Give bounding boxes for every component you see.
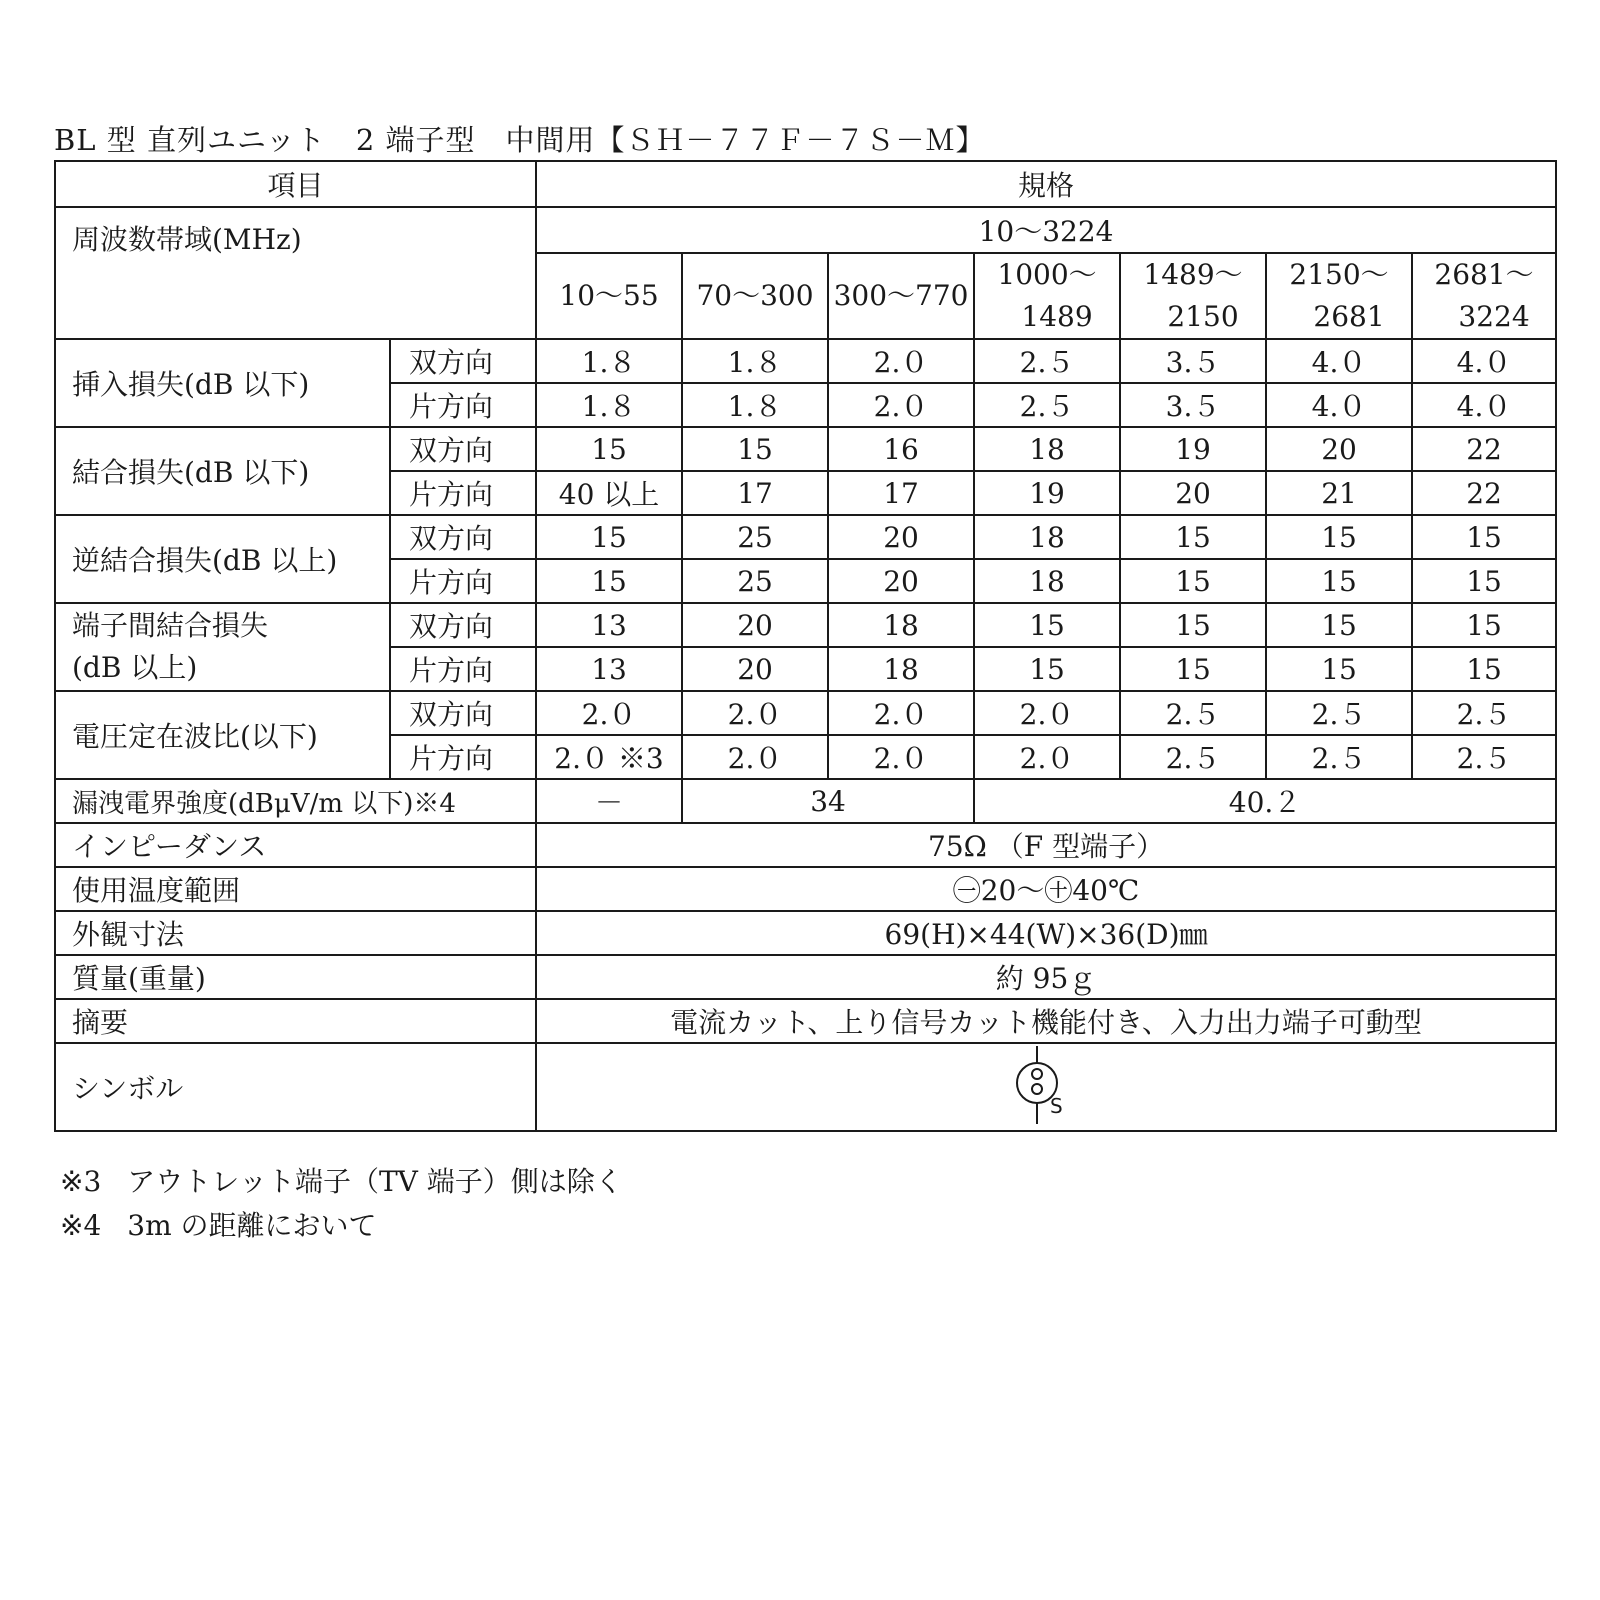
value-cell: 4.０ <box>1412 339 1556 383</box>
group-label <box>55 603 390 691</box>
group-label-text: 挿入損失(dB 以下) <box>72 368 310 401</box>
value-cell: 20 <box>828 515 974 559</box>
temperature-row <box>55 867 1556 911</box>
band-line-1: 300～770 <box>833 279 969 312</box>
value-cell: 4.０ <box>1266 383 1412 427</box>
dimensions-label: 外観寸法 <box>55 911 536 955</box>
value-cell: 40 以上 <box>536 471 682 515</box>
summary-label: 摘要 <box>55 999 536 1043</box>
group-label-text: 逆結合損失(dB 以上) <box>72 544 338 577</box>
frequency-band-cell <box>536 253 682 339</box>
value-cell: 15 <box>1412 559 1556 603</box>
value-cell: 15 <box>1120 559 1266 603</box>
group-label <box>55 339 390 427</box>
direction-cell: 片方向 <box>390 471 536 515</box>
spec-table <box>54 160 1557 1132</box>
spec-row <box>55 339 1556 383</box>
value-cell: 18 <box>828 647 974 691</box>
value-cell: 19 <box>1120 427 1266 471</box>
value-cell: 18 <box>974 515 1120 559</box>
impedance-row <box>55 823 1556 867</box>
mass-value: 約 95ｇ <box>536 955 1556 999</box>
leakage-value-3: 40.２ <box>974 779 1556 823</box>
value-cell: 15 <box>1412 603 1556 647</box>
frequency-band-cell <box>1120 253 1266 339</box>
value-cell: 2.０ <box>828 691 974 735</box>
leakage-value-1: － <box>536 779 682 823</box>
series-unit-symbol-icon <box>1016 1044 1076 1130</box>
value-cell: 3.５ <box>1120 383 1266 427</box>
value-cell: 15 <box>1266 559 1412 603</box>
group-label-text: 電圧定在波比(以下) <box>72 720 318 753</box>
value-cell: 2.０ <box>536 691 682 735</box>
value-cell: 18 <box>974 427 1120 471</box>
value-cell: 13 <box>536 647 682 691</box>
value-cell: 2.０ <box>682 735 828 779</box>
band-line-1: 2681～ <box>1434 258 1534 291</box>
frequency-overall: 10～3224 <box>536 207 1556 253</box>
value-cell: 4.０ <box>1266 339 1412 383</box>
summary-row <box>55 999 1556 1043</box>
value-cell: 25 <box>682 559 828 603</box>
frequency-band-cell <box>828 253 974 339</box>
value-cell: 2.５ <box>1412 735 1556 779</box>
value-cell: 1.８ <box>682 339 828 383</box>
value-cell: 2.０ <box>682 691 828 735</box>
value-cell: 15 <box>1120 515 1266 559</box>
group-label-text: 結合損失(dB 以下) <box>72 456 310 489</box>
footnote-4 <box>60 1204 1260 1248</box>
frequency-label: 周波数帯域(MHz) <box>55 207 536 339</box>
value-cell: 15 <box>536 559 682 603</box>
value-cell: 2.５ <box>1266 735 1412 779</box>
value-cell: 15 <box>974 647 1120 691</box>
band-line-2: 3224 <box>1458 300 1530 333</box>
group-label <box>55 515 390 603</box>
group-label-text-2: (dB 以上) <box>72 651 198 684</box>
group-label <box>55 427 390 515</box>
direction-cell: 片方向 <box>390 647 536 691</box>
mass-label: 質量(重量) <box>55 955 536 999</box>
footnote-text: アウトレット端子（TV 端子）側は除く <box>127 1165 623 1198</box>
direction-cell: 片方向 <box>390 735 536 779</box>
value-cell: 2.５ <box>1266 691 1412 735</box>
symbol-row <box>55 1043 1556 1131</box>
value-cell: 13 <box>536 603 682 647</box>
band-line-1: 1489～ <box>1143 258 1243 291</box>
value-cell: 2.５ <box>1120 735 1266 779</box>
footnotes <box>60 1160 1260 1248</box>
value-cell: 2.５ <box>974 339 1120 383</box>
value-cell: 2.５ <box>974 383 1120 427</box>
value-cell: 15 <box>974 603 1120 647</box>
value-cell: 19 <box>974 471 1120 515</box>
leakage-label: 漏洩電界強度(dBμV/m 以下)※4 <box>55 779 536 823</box>
impedance-label: インピーダンス <box>55 823 536 867</box>
value-cell: 22 <box>1412 427 1556 471</box>
value-cell: 18 <box>974 559 1120 603</box>
band-line-2: 1489 <box>1021 300 1093 333</box>
summary-value: 電流カット、上り信号カット機能付き、入力出力端子可動型 <box>536 999 1556 1043</box>
value-cell: 22 <box>1412 471 1556 515</box>
direction-cell: 双方向 <box>390 339 536 383</box>
spec-row <box>55 515 1556 559</box>
value-cell: 2.５ <box>1412 691 1556 735</box>
value-cell: 4.０ <box>1412 383 1556 427</box>
group-label-text: 端子間結合損失 <box>72 609 269 642</box>
frequency-band-cell <box>682 253 828 339</box>
footnote-3 <box>60 1160 1260 1204</box>
value-cell: 15 <box>536 427 682 471</box>
direction-cell: 双方向 <box>390 427 536 471</box>
spec-row <box>55 691 1556 735</box>
symbol-label: シンボル <box>55 1043 536 1131</box>
symbol-letter: S <box>1050 1094 1063 1118</box>
value-cell: 15 <box>1266 647 1412 691</box>
value-cell: 16 <box>828 427 974 471</box>
value-cell: 2.０ <box>974 735 1120 779</box>
value-cell: 21 <box>1266 471 1412 515</box>
value-cell: 1.８ <box>536 383 682 427</box>
value-cell: 15 <box>1266 515 1412 559</box>
value-cell: 2.０ <box>828 383 974 427</box>
impedance-value: 75Ω （F 型端子） <box>536 823 1556 867</box>
value-cell: 2.０ <box>974 691 1120 735</box>
value-cell: 18 <box>828 603 974 647</box>
leakage-row <box>55 779 1556 823</box>
value-cell: 20 <box>828 559 974 603</box>
document-title: BL 型 直列ユニット 2 端子型 中間用【ＳＨ－７７Ｆ－７Ｓ－Ｍ】 <box>54 123 986 157</box>
direction-cell: 双方向 <box>390 603 536 647</box>
value-cell: 20 <box>1120 471 1266 515</box>
temperature-value: ㊀20～㊉40℃ <box>536 867 1556 911</box>
value-cell: 25 <box>682 515 828 559</box>
footnote-mark: ※3 <box>60 1165 102 1198</box>
value-cell: 2.０ <box>828 339 974 383</box>
header-spec: 規格 <box>536 161 1556 207</box>
value-cell: 3.５ <box>1120 339 1266 383</box>
value-cell: 20 <box>1266 427 1412 471</box>
band-line-1: 10～55 <box>559 279 659 312</box>
value-cell: 15 <box>682 427 828 471</box>
leakage-value-2: 34 <box>682 779 974 823</box>
direction-cell: 片方向 <box>390 383 536 427</box>
direction-cell: 双方向 <box>390 691 536 735</box>
value-cell: 20 <box>682 603 828 647</box>
value-cell: 1.８ <box>682 383 828 427</box>
value-cell: 15 <box>1120 603 1266 647</box>
spec-row <box>55 427 1556 471</box>
direction-cell: 片方向 <box>390 559 536 603</box>
value-cell: 17 <box>682 471 828 515</box>
value-cell: 2.５ <box>1120 691 1266 735</box>
band-line-2: 2681 <box>1313 300 1385 333</box>
value-cell: 15 <box>1412 647 1556 691</box>
dimensions-value: 69(H)×44(W)×36(D)㎜ <box>536 911 1556 955</box>
frequency-band-cell <box>1266 253 1412 339</box>
symbol-cell <box>536 1043 1556 1131</box>
value-cell: 15 <box>1266 603 1412 647</box>
value-cell: 15 <box>536 515 682 559</box>
value-cell: 2.０ <box>828 735 974 779</box>
spec-row <box>55 603 1556 647</box>
frequency-band-cell <box>974 253 1120 339</box>
group-label <box>55 691 390 779</box>
band-line-2: 2150 <box>1167 300 1239 333</box>
value-cell: 15 <box>1412 515 1556 559</box>
footnote-text: 3m の距離において <box>127 1209 377 1242</box>
value-cell: 2.０ ※3 <box>536 735 682 779</box>
mass-row <box>55 955 1556 999</box>
value-cell: 20 <box>682 647 828 691</box>
temperature-label: 使用温度範囲 <box>55 867 536 911</box>
header-item: 項目 <box>55 161 536 207</box>
value-cell: 15 <box>1120 647 1266 691</box>
frequency-band-cell <box>1412 253 1556 339</box>
band-line-1: 1000～ <box>997 258 1097 291</box>
direction-cell: 双方向 <box>390 515 536 559</box>
band-line-1: 70～300 <box>696 279 814 312</box>
band-line-1: 2150～ <box>1289 258 1389 291</box>
value-cell: 1.８ <box>536 339 682 383</box>
value-cell: 17 <box>828 471 974 515</box>
dimensions-row <box>55 911 1556 955</box>
footnote-mark: ※4 <box>60 1209 102 1242</box>
